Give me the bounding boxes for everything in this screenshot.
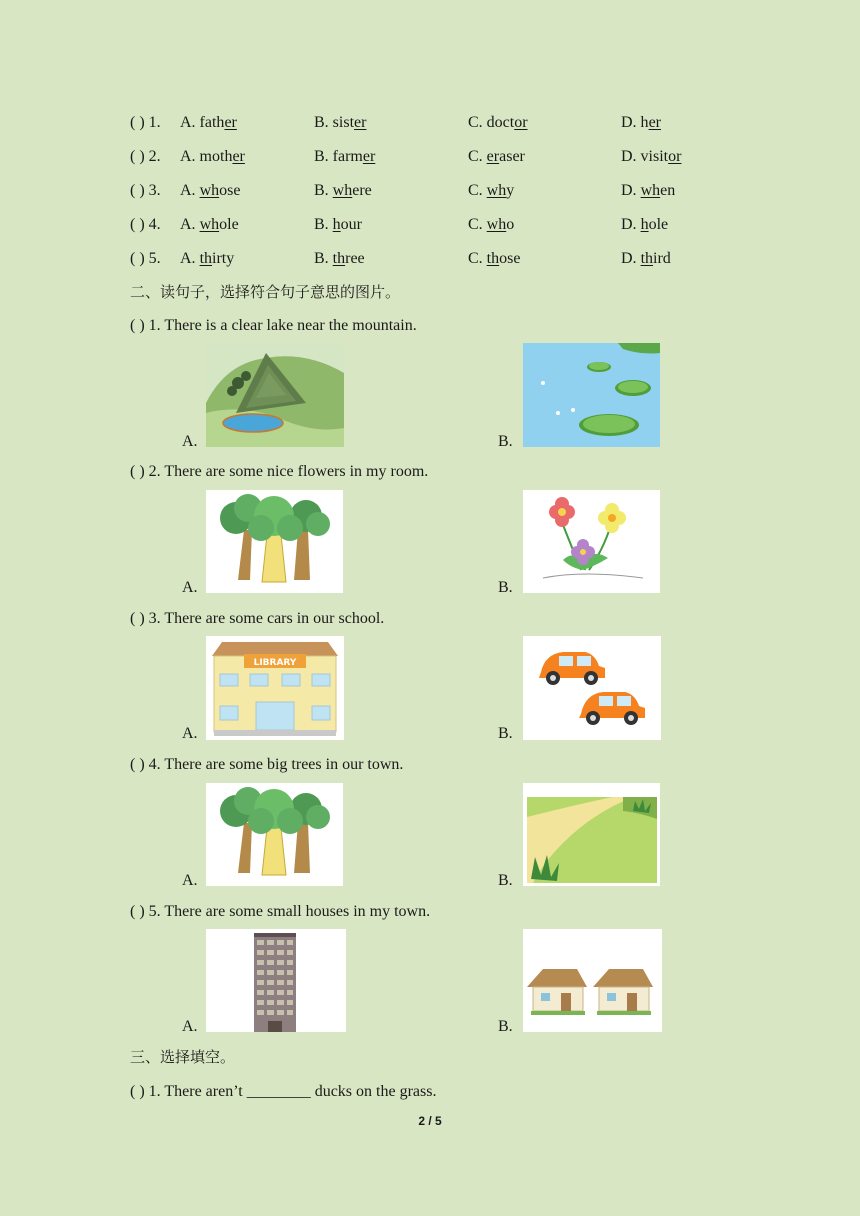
big-trees-illustration xyxy=(206,783,343,886)
row-4-option-d: D. hole xyxy=(621,216,669,233)
library-picture xyxy=(206,636,344,740)
big-trees-picture xyxy=(206,783,343,886)
question-3-label-b: B. xyxy=(498,725,513,742)
row-3-option-c: C. why xyxy=(468,182,515,199)
question-5-label-b: B. xyxy=(498,1018,513,1035)
row-4-prefix: ( ) 4. xyxy=(130,216,161,233)
question-4-label-b: B. xyxy=(498,872,513,889)
question-1-label-b: B. xyxy=(498,433,513,450)
tall-building-illustration xyxy=(206,929,346,1032)
pond-lily-pads-illustration xyxy=(523,343,660,447)
question-3-label-a: A. xyxy=(182,725,198,742)
small-houses-illustration xyxy=(523,929,662,1032)
flowers-illustration xyxy=(523,490,660,593)
row-3-option-a: A. whose xyxy=(180,182,241,199)
library-building-illustration xyxy=(206,636,344,740)
row-5-option-b: B. three xyxy=(314,250,365,267)
path-grass-picture xyxy=(523,783,660,886)
row-1-option-c: C. doctor xyxy=(468,114,528,131)
row-1-option-a: A. father xyxy=(180,114,237,131)
question-4-label-a: A. xyxy=(182,872,198,889)
question-1-text: ( ) 1. There is a clear lake near the mountain. xyxy=(130,317,417,334)
row-3-option-d: D. when xyxy=(621,182,676,199)
row-1-option-d: D. her xyxy=(621,114,661,131)
tall-building-picture xyxy=(206,929,346,1032)
row-2-option-d: D. visitor xyxy=(621,148,682,165)
row-2-prefix: ( ) 2. xyxy=(130,148,161,165)
row-4-option-b: B. hour xyxy=(314,216,362,233)
row-5-prefix: ( ) 5. xyxy=(130,250,161,267)
row-2-option-b: B. farmer xyxy=(314,148,376,165)
question-5-text: ( ) 5. There are some small houses in my town. xyxy=(130,903,431,920)
row-4-option-c: C. who xyxy=(468,216,515,233)
mountain-lake-picture xyxy=(206,343,344,447)
small-houses-picture xyxy=(523,929,662,1032)
row-2-option-c: C. eraser xyxy=(468,148,525,165)
row-5-option-d: D. third xyxy=(621,250,671,267)
question-4-text: ( ) 4. There are some big trees in our town. xyxy=(130,756,404,773)
pond-picture xyxy=(523,343,660,447)
path-grass-illustration xyxy=(523,783,660,886)
row-2-option-a: A. mother xyxy=(180,148,245,165)
question-2-label-a: A. xyxy=(182,579,198,596)
cars-illustration xyxy=(523,636,661,740)
cars-picture xyxy=(523,636,661,740)
question-5-label-a: A. xyxy=(182,1018,198,1035)
flowers-picture xyxy=(523,490,660,593)
question-2-text: ( ) 2. There are some nice flowers in my room. xyxy=(130,463,429,480)
trees-illustration xyxy=(206,490,343,593)
section-3-question-1: ( ) 1. There aren’t ________ ducks on the grass. xyxy=(130,1083,437,1100)
row-1-option-b: B. sister xyxy=(314,114,367,131)
row-1-prefix: ( ) 1. xyxy=(130,114,161,131)
library-sign: LIBRARY xyxy=(253,658,297,668)
question-3-text: ( ) 3. There are some cars in our school. xyxy=(130,610,385,627)
page-number: 2 / 5 xyxy=(418,1114,442,1128)
row-3-option-b: B. where xyxy=(314,182,372,199)
mountain-lake-illustration xyxy=(206,343,344,447)
trees-picture xyxy=(206,490,343,593)
row-3-prefix: ( ) 3. xyxy=(130,182,161,199)
row-5-option-a: A. thirty xyxy=(180,250,235,267)
question-1-label-a: A. xyxy=(182,433,198,450)
row-5-option-c: C. those xyxy=(468,250,521,267)
section-3-heading: 三、选择填空。 xyxy=(130,1048,236,1066)
section-2-heading: 二、读句子，选择符合句子意思的图片。 xyxy=(130,283,401,301)
row-4-option-a: A. whole xyxy=(180,216,239,233)
question-2-label-b: B. xyxy=(498,579,513,596)
